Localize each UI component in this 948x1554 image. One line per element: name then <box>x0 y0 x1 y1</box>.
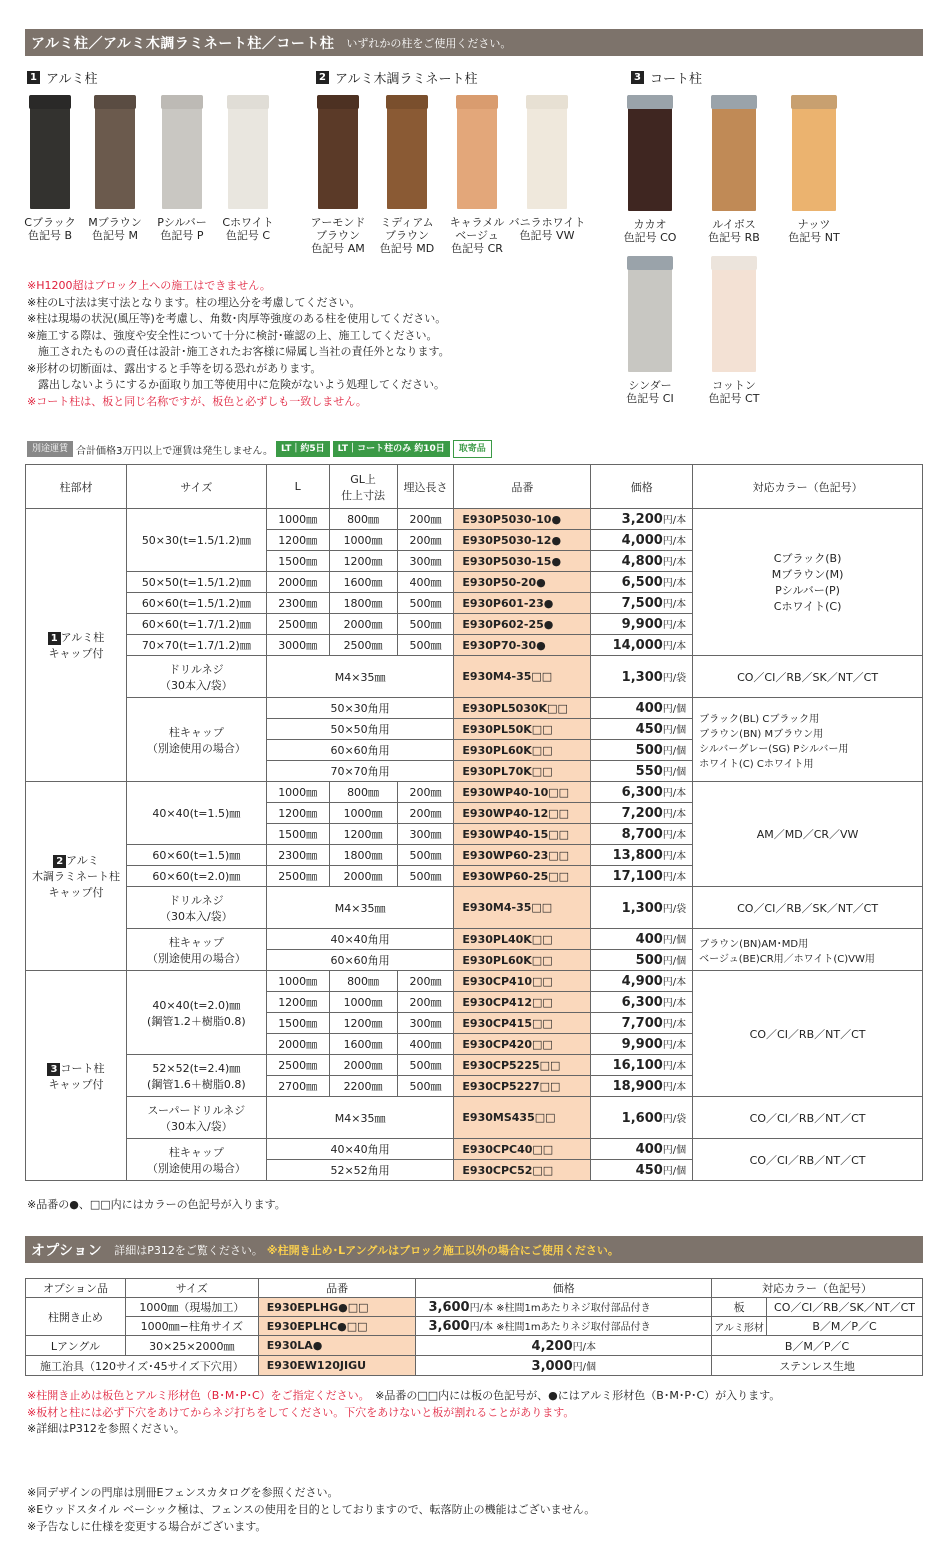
product-code: E930MS435□□ <box>454 1097 591 1139</box>
price-cell: 400円/個 <box>591 929 693 950</box>
product-code: E930CP410□□ <box>454 971 591 992</box>
table-row: 2 アルミ 木調ラミネート柱 キャップ付 40×40(t=1.5)㎜ 1000㎜ 800㎜ 200㎜ E930WP40-10□□ 6,300円/本 AM／MD／CR／VW <box>26 782 923 803</box>
table-header: サイズ <box>125 1279 258 1298</box>
price-cell: 16,100円/本 <box>591 1055 693 1076</box>
product-code: E930P5030-15● <box>454 551 591 572</box>
table-header: L <box>266 465 329 509</box>
post-swatch <box>527 95 567 209</box>
size-cell: 52×52(t=2.4)㎜ (鋼管1.6＋樹脂0.8) <box>126 1055 266 1097</box>
price-cell: 400円/個 <box>591 1139 693 1160</box>
table-row: 2000㎜ 1600㎜ 400㎜ E930CP420□□ 9,900円/本 <box>26 1034 923 1055</box>
post-swatch <box>387 95 427 209</box>
product-code: E930WP40-10□□ <box>454 782 591 803</box>
post-label: ルイボス 色記号 RB <box>708 218 760 244</box>
color-cell: CO／CI／RB／NT／CT <box>693 971 923 1097</box>
post-label: ナッツ 色記号 NT <box>788 218 840 244</box>
post-cap <box>711 256 757 270</box>
table-row: 1 アルミ柱 キャップ付 50×30(t=1.5/1.2)㎜ 1000㎜ 800㎜ 200㎜ E930P5030-10● 3,200円/本 Cブラック(B) Mブラウン(M) Pシルバー(P) Cホワイト(C) <box>26 509 923 530</box>
price-cell: 6,300円/本 <box>591 992 693 1013</box>
table-row: 52×52(t=2.4)㎜ (鋼管1.6＋樹脂0.8) 2500㎜ 2000㎜ 500㎜ E930CP5225□□ 16,100円/本 <box>26 1055 923 1076</box>
price-cell: 3,600円/本 ※柱間1mあたりネジ取付部品付き <box>416 1317 712 1336</box>
price-cell: 450円/個 <box>591 719 693 740</box>
table-row: 柱キャップ （別途使用の場合） 40×40角用 E930CPC40□□ 400円/個 CO／CI／RB／NT／CT <box>26 1139 923 1160</box>
post-label: カカオ 色記号 CO <box>623 218 677 244</box>
product-code: E930CP420□□ <box>454 1034 591 1055</box>
price-cell: 450円/個 <box>591 1160 693 1181</box>
post-label: アーモンド ブラウン 色記号 AM <box>310 216 366 255</box>
price-cell: 4,000円/本 <box>591 530 693 551</box>
post-swatch <box>712 95 756 211</box>
note-line: ※コート柱は、板と同じ名称ですが、板色と必ずしも一致しません。 <box>27 394 367 408</box>
size-cell: 40×40(t=2.0)㎜ (鋼管1.2＋樹脂0.8) <box>126 971 266 1055</box>
post-label: キャラメル ベージュ 色記号 CR <box>449 216 505 255</box>
price-cell: 1,300円/袋 <box>591 656 693 698</box>
drill-screw: ドリルネジ （30本入/袋） <box>126 656 266 698</box>
post-label: Pシルバー 色記号 P <box>157 216 207 242</box>
size-cell: 40×40(t=1.5)㎜ <box>126 782 266 845</box>
price-cell: 9,900円/本 <box>591 1034 693 1055</box>
note-line: 露出しないようにするか面取り加工等使用中に危険がないよう処理してください。 <box>27 378 445 391</box>
post-swatch <box>628 256 672 372</box>
post-swatch <box>95 95 135 209</box>
table-row: 1200㎜ 1000㎜ 200㎜ E930P5030-12● 4,000円/本 <box>26 530 923 551</box>
product-code: E930EPLHC●□□ <box>258 1317 416 1336</box>
table-header: 価格 <box>591 465 693 509</box>
table-row: 柱キャップ （別途使用の場合） 40×40角用 E930PL40K□□ 400円/個 ブラウン(BN)AM･MD用 ベージュ(BE)CR用／ホワイト(C)VW用 <box>26 929 923 950</box>
size-cell: 60×60(t=2.0)㎜ <box>126 866 266 887</box>
product-code: E930WP40-12□□ <box>454 803 591 824</box>
price-cell: 3,600円/本 ※柱間1mあたりネジ取付部品付き <box>416 1298 712 1317</box>
post-cap-row: 柱キャップ （別途使用の場合） <box>126 698 266 782</box>
post-label: バニラホワイト 色記号 VW <box>508 216 586 242</box>
table-row: 60×60角用 E930PL60K□□ 500円/個 <box>26 950 923 971</box>
shipping-note: 合計価格3万円以上で運賃は発生しません。 <box>76 445 273 457</box>
product-code: E930CPC40□□ <box>454 1139 591 1160</box>
note-line: ※施工する際は、強度や安全性について十分に検討･確認の上、施工してください。 <box>27 328 438 342</box>
post-cap <box>317 95 359 109</box>
section-title: アルミ柱／アルミ木調ラミネート柱／コート柱 <box>31 35 335 52</box>
post-swatch <box>30 95 70 209</box>
table-row: 1500㎜ 1200㎜ 300㎜ E930P5030-15● 4,800円/本 <box>26 551 923 572</box>
post-cap <box>161 95 203 109</box>
post-label: Cブラック 色記号 B <box>24 216 76 242</box>
group-name: 1 アルミ柱 キャップ付 <box>26 509 127 782</box>
post-label: Cホワイト 色記号 C <box>222 216 274 242</box>
post-cap <box>627 95 673 109</box>
post-cap <box>627 256 673 270</box>
table-row: 52×52角用 E930CPC52□□ 450円/個 <box>26 1160 923 1181</box>
size-cell: 60×60(t=1.5/1.2)㎜ <box>126 593 266 614</box>
table-row: 3 コート柱 キャップ付 40×40(t=2.0)㎜ (鋼管1.2＋樹脂0.8) 1000㎜ 800㎜ 200㎜ E930CP410□□ 4,900円/本 CO／CI／RB／NT／CT <box>26 971 923 992</box>
product-code: E930M4-35□□ <box>454 656 591 698</box>
table-row: 1500㎜ 1200㎜ 300㎜ E930WP40-15□□ 8,700円/本 <box>26 824 923 845</box>
product-code: E930LA● <box>258 1336 416 1356</box>
group-name: 3 コート柱 キャップ付 <box>26 971 127 1181</box>
table-row: 1000㎜−柱角サイズ E930EPLHC●□□ 3,600円/本 ※柱間1mあたりネジ取付部品付き アルミ形材 B／M／P／C <box>26 1317 923 1336</box>
option-note-line: ※板材と柱には必ず下穴をあけてからネジ打ちをしてください。下穴をあけないと板が割れることがあります。 <box>27 1405 575 1419</box>
footer-notes <box>27 1484 595 1535</box>
post-swatch <box>162 95 202 209</box>
post-cap <box>791 95 837 109</box>
product-code: E930P5030-12● <box>454 530 591 551</box>
price-cell: 7,200円/本 <box>591 803 693 824</box>
table-row: 60×60(t=1.7/1.2)㎜ 2500㎜ 2000㎜ 500㎜ E930P602-25● 9,900円/本 <box>26 614 923 635</box>
product-code: E930WP60-25□□ <box>454 866 591 887</box>
color-cell: AM／MD／CR／VW <box>693 782 923 887</box>
post-cap <box>29 95 71 109</box>
product-code: E930P70-30● <box>454 635 591 656</box>
table-row: ドリルネジ （30本入/袋） M4×35㎜ E930M4-35□□ 1,300円/袋 CO／CI／RB／SK／NT／CT <box>26 887 923 929</box>
post-cap <box>94 95 136 109</box>
product-code: E930EW120JIGU <box>258 1356 416 1376</box>
product-code: E930CP5225□□ <box>454 1055 591 1076</box>
product-code: E930WP60-23□□ <box>454 845 591 866</box>
table-row: 70×70(t=1.7/1.2)㎜ 3000㎜ 2500㎜ 500㎜ E930P70-30● 14,000円/本 <box>26 635 923 656</box>
options-table <box>25 1278 923 1376</box>
post-label: Mブラウン 色記号 M <box>88 216 142 242</box>
post-label: ミディアム ブラウン 色記号 MD <box>379 216 435 255</box>
price-cell: 9,900円/本 <box>591 614 693 635</box>
size-cell: 50×50(t=1.5/1.2)㎜ <box>126 572 266 593</box>
product-code: E930PL60K□□ <box>454 740 591 761</box>
note-line: ※H1200超はブロック上への施工はできません。 <box>27 279 271 292</box>
options-warning: ※柱開き止め･Lアングルはブロック施工以外の場合にご使用ください。 <box>266 1243 619 1257</box>
table-header: 対応カラー（色記号） <box>712 1279 923 1298</box>
table-row: 施工治具（120サイズ･45サイズ下穴用） E930EW120JIGU 3,000円/個 ステンレス生地 <box>26 1356 923 1376</box>
section-header-posts <box>25 29 923 56</box>
post-cap <box>526 95 568 109</box>
options-notes <box>27 1388 780 1438</box>
table-row: 柱開き止め 1000㎜（現場加工） E930EPLHG●□□ 3,600円/本 ※柱間1mあたりネジ取付部品付き 板 CO／CI／RB／SK／NT／CT <box>26 1298 923 1317</box>
group-title-coat: 3 コート柱 <box>631 68 702 87</box>
price-cell: 500円/個 <box>591 950 693 971</box>
table-header: 品番 <box>258 1279 416 1298</box>
size-cell: 60×60(t=1.7/1.2)㎜ <box>126 614 266 635</box>
product-code: E930P50-20● <box>454 572 591 593</box>
post-cap-row: 柱キャップ （別途使用の場合） <box>126 1139 266 1181</box>
badge-row <box>27 440 492 458</box>
price-cell: 17,100円/本 <box>591 866 693 887</box>
post-swatch <box>228 95 268 209</box>
table-header: サイズ <box>126 465 266 509</box>
post-swatch <box>628 95 672 211</box>
product-code: E930P601-23● <box>454 593 591 614</box>
price-cell: 7,500円/本 <box>591 593 693 614</box>
table-note: ※品番の●、□□内にはカラーの色記号が入ります。 <box>27 1198 286 1211</box>
table-row: 60×60(t=1.5/1.2)㎜ 2300㎜ 1800㎜ 500㎜ E930P601-23● 7,500円/本 <box>26 593 923 614</box>
post-cap <box>456 95 498 109</box>
product-code: E930M4-35□□ <box>454 887 591 929</box>
price-cell: 6,300円/本 <box>591 782 693 803</box>
table-header: オプション品 <box>26 1279 126 1298</box>
product-code: E930PL70K□□ <box>454 761 591 782</box>
table-row: 1500㎜ 1200㎜ 300㎜ E930CP415□□ 7,700円/本 <box>26 1013 923 1034</box>
option-note-line: ※詳細はP312を参照ください。 <box>27 1422 185 1435</box>
options-title: オプション <box>31 1242 103 1259</box>
notes-block <box>27 278 450 410</box>
table-row: 2700㎜ 2200㎜ 500㎜ E930CP5227□□ 18,900円/本 <box>26 1076 923 1097</box>
price-cell: 13,800円/本 <box>591 845 693 866</box>
post-label: シンダー 色記号 CI <box>626 379 674 405</box>
price-cell: 1,300円/袋 <box>591 887 693 929</box>
product-code: E930PL5030K□□ <box>454 698 591 719</box>
table-header: 対応カラー（色記号） <box>693 465 923 509</box>
table-row: スーパードリルネジ （30本入/袋） M4×35㎜ E930MS435□□ 1,600円/袋 CO／CI／RB／NT／CT <box>26 1097 923 1139</box>
product-code: E930P602-25● <box>454 614 591 635</box>
section-subtitle: いずれかの柱をご使用ください。 <box>346 36 512 50</box>
table-header: 品番 <box>454 465 591 509</box>
post-swatch <box>318 95 358 209</box>
price-cell: 4,200円/本 <box>416 1336 712 1356</box>
note-line: ※柱のL寸法は実寸法となります。柱の埋込分を考慮してください。 <box>27 295 361 309</box>
table-header: 価格 <box>416 1279 712 1298</box>
size-cell: 60×60(t=1.5)㎜ <box>126 845 266 866</box>
product-code: E930EPLHG●□□ <box>258 1298 416 1317</box>
table-row: ドリルネジ （30本入/袋） M4×35㎜ E930M4-35□□ 1,300円/袋 CO／CI／RB／SK／NT／CT <box>26 656 923 698</box>
size-cell: 70×70(t=1.7/1.2)㎜ <box>126 635 266 656</box>
product-code: E930CPC52□□ <box>454 1160 591 1181</box>
price-cell: 7,700円/本 <box>591 1013 693 1034</box>
post-cap <box>386 95 428 109</box>
product-code: E930PL40K□□ <box>454 929 591 950</box>
price-cell: 18,900円/本 <box>591 1076 693 1097</box>
shipping-badge: 別途運賃 <box>27 441 73 457</box>
size-cell: 50×30(t=1.5/1.2)㎜ <box>126 509 266 572</box>
price-cell: 8,700円/本 <box>591 824 693 845</box>
table-row: 60×60(t=1.5)㎜ 2300㎜ 1800㎜ 500㎜ E930WP60-23□□ 13,800円/本 <box>26 845 923 866</box>
table-row: 1200㎜ 1000㎜ 200㎜ E930WP40-12□□ 7,200円/本 <box>26 803 923 824</box>
table-row: 70×70角用 E930PL70K□□ 550円/個 <box>26 761 923 782</box>
color-cell: Cブラック(B) Mブラウン(M) Pシルバー(P) Cホワイト(C) <box>693 509 923 656</box>
post-spec-table <box>25 464 923 1181</box>
product-code: E930CP415□□ <box>454 1013 591 1034</box>
group-title-aluminum: 1 アルミ柱 <box>27 68 97 87</box>
drill-screw: ドリルネジ （30本入/袋） <box>126 887 266 929</box>
lt-badge: LT｜約5日 <box>276 441 330 457</box>
price-cell: 3,200円/本 <box>591 509 693 530</box>
post-swatch <box>457 95 497 209</box>
price-cell: 400円/個 <box>591 698 693 719</box>
lt-coat-badge: LT｜コート柱のみ 約10日 <box>333 441 450 457</box>
table-header: GL上 仕上寸法 <box>329 465 397 509</box>
order-badge: 取寄品 <box>453 440 492 458</box>
price-cell: 6,500円/本 <box>591 572 693 593</box>
product-code: E930CP5227□□ <box>454 1076 591 1097</box>
post-swatch <box>712 256 756 372</box>
product-code: E930P5030-10● <box>454 509 591 530</box>
price-cell: 4,800円/本 <box>591 551 693 572</box>
post-cap <box>227 95 269 109</box>
option-note-line: ※柱開き止めは板色とアルミ形材色（B･M･P･C）をご指定ください。 ※品番の□□内には板の色記号が、●にはアルミ形材色（B･M･P･C）が入ります。 <box>27 1389 781 1402</box>
table-row: 1200㎜ 1000㎜ 200㎜ E930CP412□□ 6,300円/本 <box>26 992 923 1013</box>
group-name: 2 アルミ 木調ラミネート柱 キャップ付 <box>26 782 127 971</box>
note-line: ※柱は現場の状況(風圧等)を考慮し、角数･肉厚等強度のある柱を使用してください。 <box>27 312 447 325</box>
price-cell: 3,000円/個 <box>416 1356 712 1376</box>
post-label: コットン 色記号 CT <box>708 379 760 405</box>
footer-line: ※同デザインの門扉は別冊Eフェンスカタログを参照ください。 <box>27 1486 339 1499</box>
options-subtitle: 詳細はP312をご覧ください。 <box>114 1243 263 1257</box>
price-cell: 1,600円/袋 <box>591 1097 693 1139</box>
product-code: E930WP40-15□□ <box>454 824 591 845</box>
price-cell: 4,900円/本 <box>591 971 693 992</box>
table-row: 50×50角用 E930PL50K□□ 450円/個 <box>26 719 923 740</box>
price-cell: 550円/個 <box>591 761 693 782</box>
product-code: E930PL60K□□ <box>454 950 591 971</box>
post-swatch <box>792 95 836 211</box>
table-row: 60×60角用 E930PL60K□□ 500円/個 <box>26 740 923 761</box>
table-row: Lアングル 30×25×2000㎜ E930LA● 4,200円/本 B／M／P／C <box>26 1336 923 1356</box>
footer-line: ※予告なしに仕様を変更する場合がございます。 <box>27 1520 267 1533</box>
table-row: 柱キャップ （別途使用の場合） 50×30角用 E930PL5030K□□ 400円/個 ブラック(BL) Cブラック用 ブラウン(BN) Mブラウン用 シルバーグレー(SG) Pシルバー用 ホワイト(C) Cホワイト用 <box>26 698 923 719</box>
table-row: 60×60(t=2.0)㎜ 2500㎜ 2000㎜ 500㎜ E930WP60-25□□ 17,100円/本 <box>26 866 923 887</box>
note-line: ※形材の切断面は、露出すると手等を切る恐れがあります。 <box>27 361 322 375</box>
footer-line: ※Eウッドスタイル ベーシック極は、フェンスの使用を目的としておりますので、転落防止の機能はございません。 <box>27 1503 596 1516</box>
table-header: 柱部材 <box>26 465 127 509</box>
table-row: 50×50(t=1.5/1.2)㎜ 2000㎜ 1600㎜ 400㎜ E930P50-20● 6,500円/本 <box>26 572 923 593</box>
price-cell: 14,000円/本 <box>591 635 693 656</box>
group-title-laminate: 2 アルミ木調ラミネート柱 <box>316 68 477 87</box>
drill-screw: スーパードリルネジ （30本入/袋） <box>126 1097 266 1139</box>
product-code: E930PL50K□□ <box>454 719 591 740</box>
table-header: 埋込長さ <box>397 465 454 509</box>
section-header-options <box>25 1236 923 1263</box>
post-cap <box>711 95 757 109</box>
price-cell: 500円/個 <box>591 740 693 761</box>
note-line: 施工されたものの責任は設計･施工されたお客様に帰属し当社の責任外となります。 <box>27 345 450 358</box>
post-cap-row: 柱キャップ （別途使用の場合） <box>126 929 266 971</box>
product-code: E930CP412□□ <box>454 992 591 1013</box>
